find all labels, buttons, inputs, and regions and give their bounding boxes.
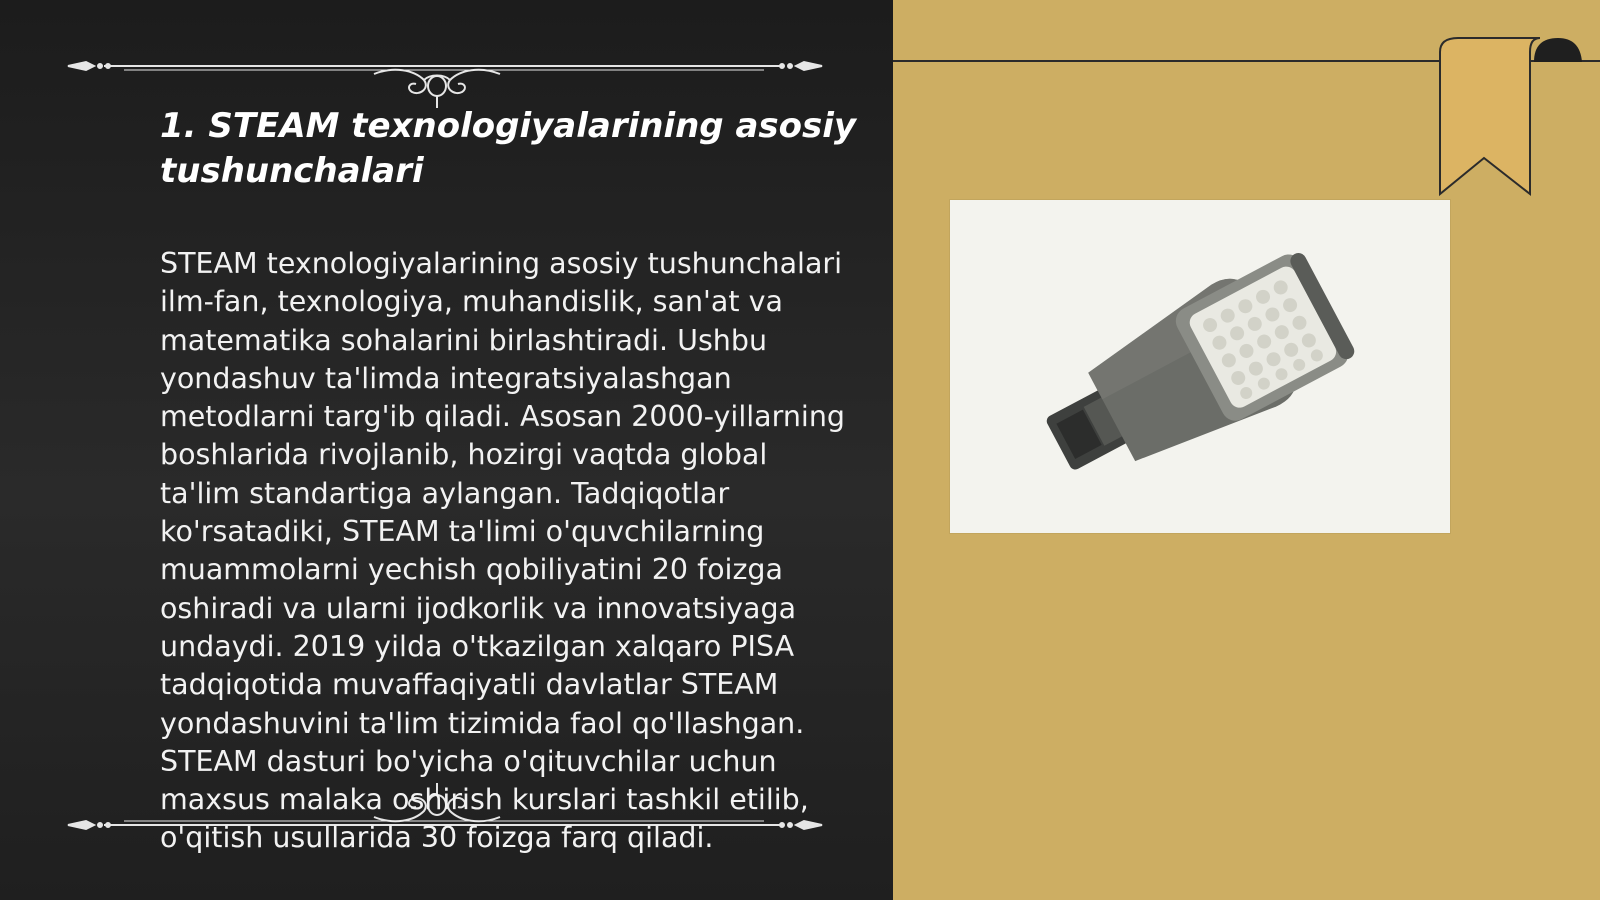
street-lamp-photo: [950, 200, 1450, 533]
top-ornament-divider: [64, 48, 826, 108]
slide-title: 1. STEAM texnologiyalarining asosiy tushunchalari: [160, 106, 857, 191]
slide-body-text: STEAM texnologiyalarining asosiy tushunchalari ilm-fan, texnologiya, muhandislik, san'at va matematika sohalarini birlashtiradi. Ushbu yondashuv ta'limda integratsiyalashgan metodlarni targ'ib qiladi. Asosan 2000-yillarning boshlarida rivojlanib, hozirgi vaqtda global ta'lim standartiga aylangan. Tadqiqotlar ko'rsatadiki, STEAM ta'limi o'quvchilarning muammolarni yechish qobiliyatini 20 foizga oshiradi va ularni ijodkorlik va innovatsiyaga undaydi. 2019 yilda o'tkazilgan xalqaro PISA tadqiqotida muvaffaqiyatli davlatlar STEAM yondashuvini ta'lim tizimida faol qo'llashgan. STEAM dasturi bo'yicha o'qituvchilar uchun maxsus malaka oshirish kurslari tashkil etilib, o'qitish usullarida 30 foizga farq qiladi.: [160, 247, 845, 855]
street-lamp-icon: [950, 200, 1450, 533]
bookmark-ribbon-icon: [1430, 34, 1600, 204]
